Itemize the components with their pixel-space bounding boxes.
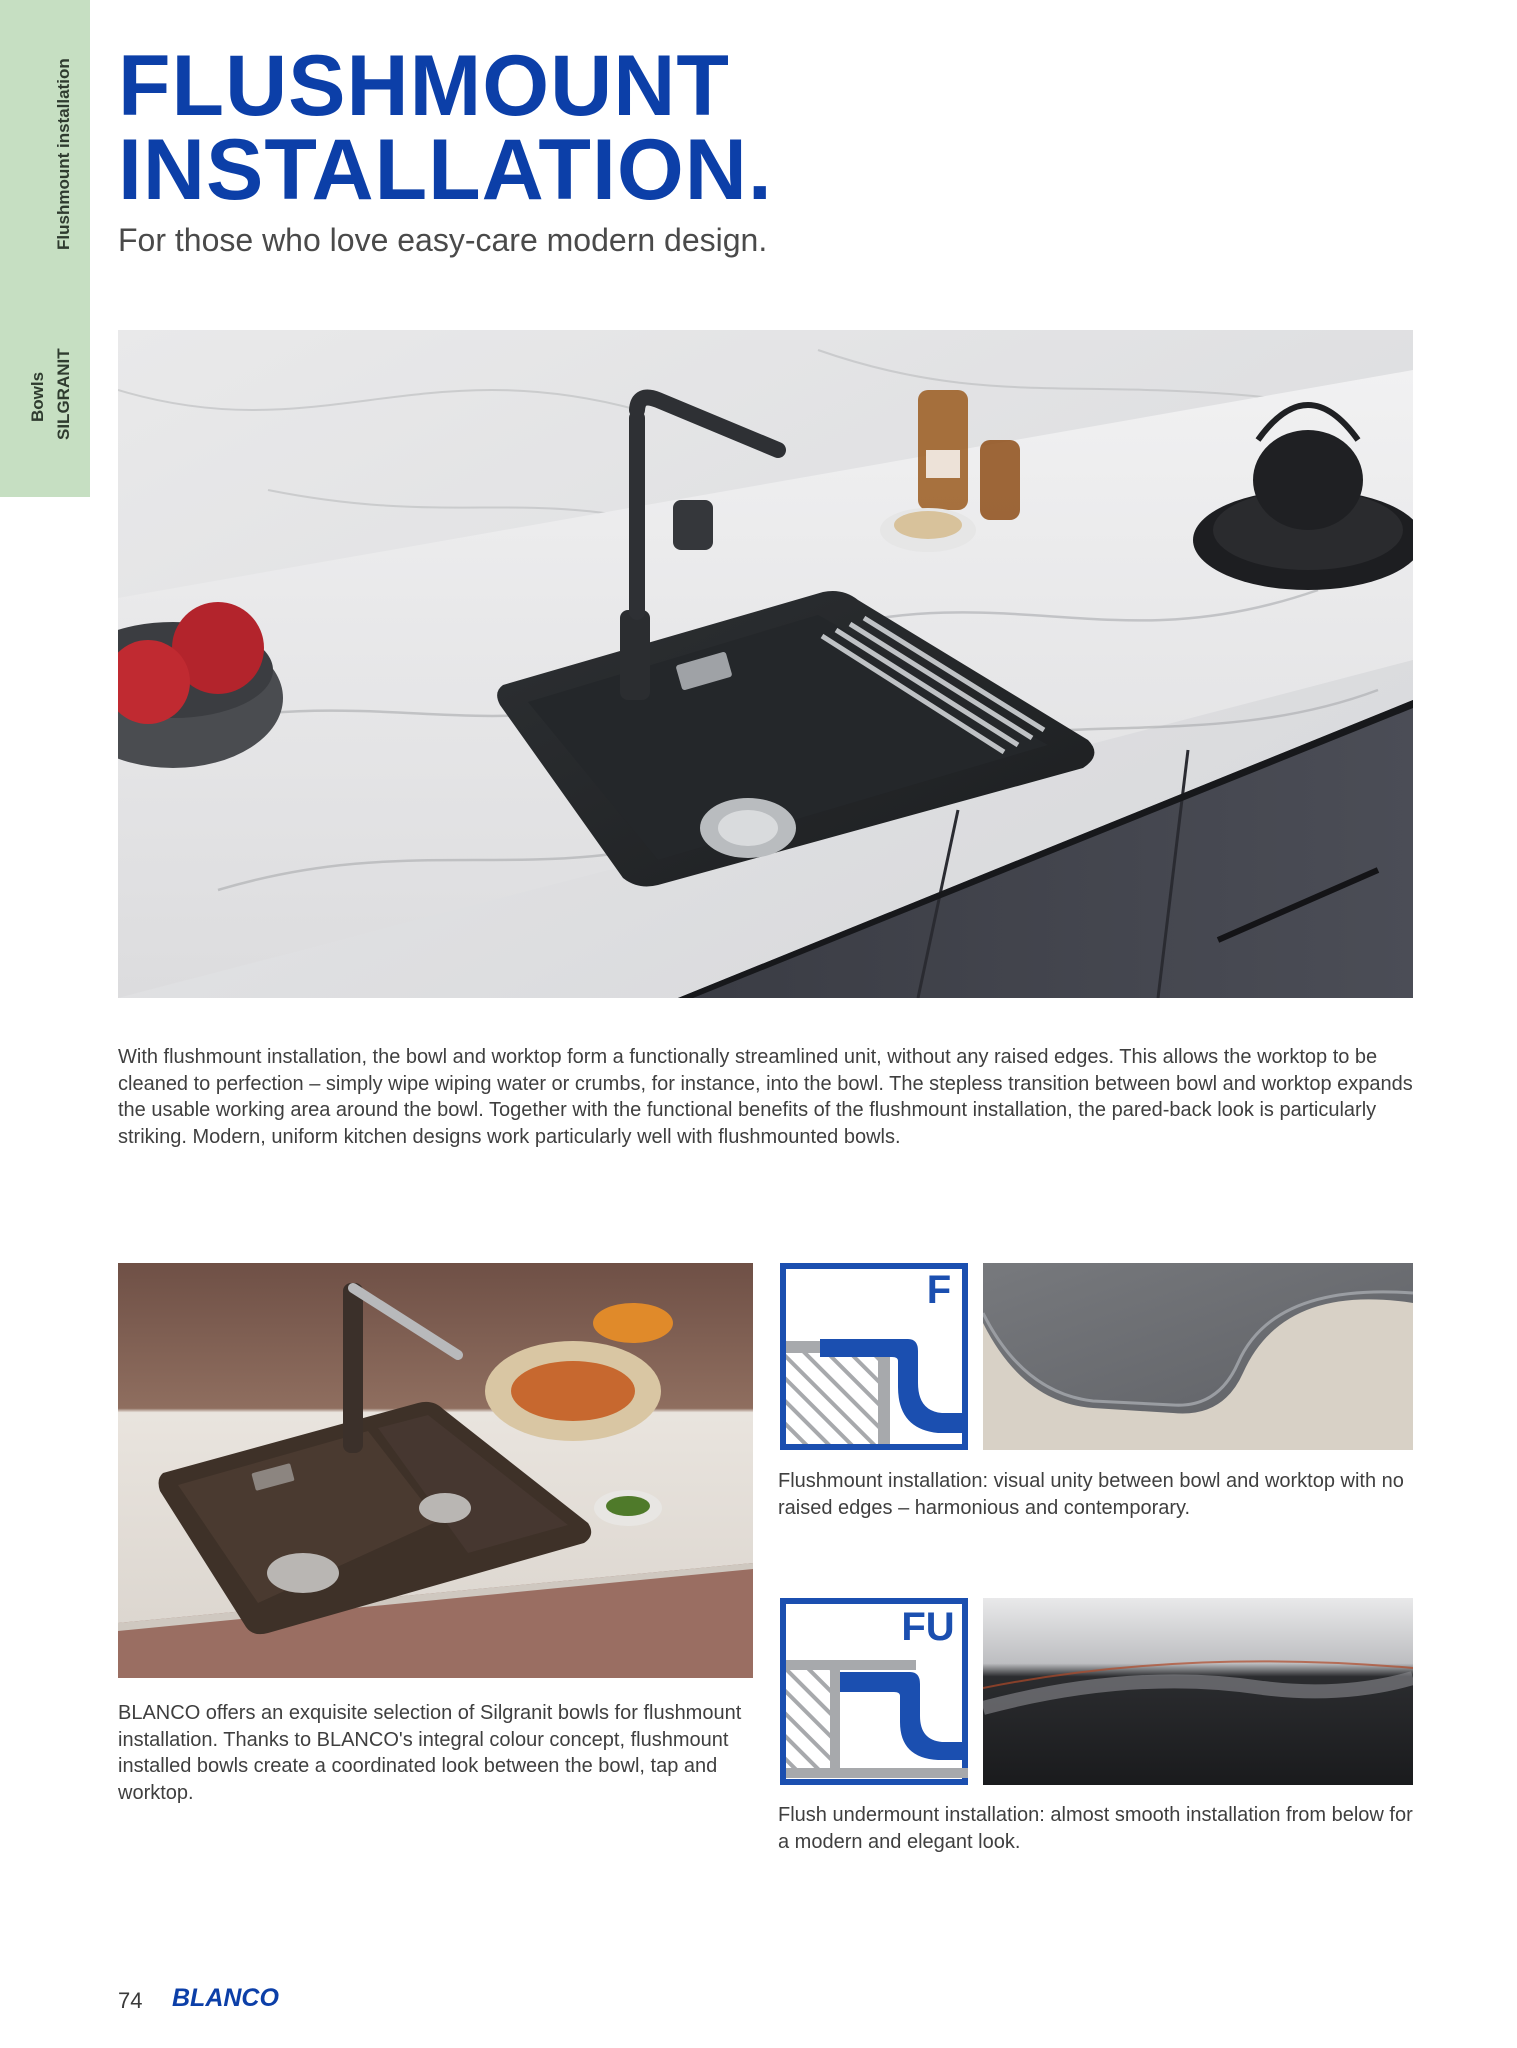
flushmount-caption: Flushmount installation: visual unity between bowl and worktop with no raised edges – harmonious and contemporary. [778, 1470, 1404, 1519]
selection-caption: BLANCO offers an exquisite selection of Silgranit bowls for flushmount installation. Thanks to BLANCO's integral colour concept, flushmount installed bowls create a coordinated look between the bowl, tap and worktop. [118, 1702, 742, 1804]
double-bowl-image [118, 1263, 753, 1678]
intro-paragraph: With flushmount installation, the bowl and worktop form a functionally streamlined unit, without any raised edges. This allows the worktop to be cleaned to perfection – simply wipe wiping water or crumbs, for instance, into the bowl. The stepless transition between bowl and worktop expands the usable working area around the bowl. Together with the functional benefits of the flushmount installation, the pared-back look is particularly striking. Modern, uniform kitchen designs work particularly well with flushmounted bowls. [118, 1046, 1413, 1148]
flush-undermount-closeup-image [983, 1598, 1413, 1785]
flushmount-closeup-image [983, 1263, 1413, 1450]
page-number: 74 [118, 1988, 143, 2013]
page-title [118, 38, 773, 218]
category-label: Bowls [28, 371, 47, 422]
side-tab [0, 0, 90, 497]
material-label: SILGRANIT [54, 348, 73, 440]
brand-logo: BLANCO [172, 1984, 279, 2012]
flushmount-label: F [926, 1268, 952, 1312]
title-line-1: FLUSHMOUNT [118, 38, 730, 134]
flush-undermount-caption: Flush undermount installation: almost smooth installation from below for a modern and elegant look. [778, 1804, 1413, 1853]
flushmount-diagram [780, 1263, 968, 1450]
section-label: Flushmount installation [54, 58, 73, 250]
hero-kitchen-image [118, 330, 1413, 998]
page-subtitle: For those who love easy-care modern design. [118, 222, 768, 258]
title-line-2: INSTALLATION. [118, 122, 773, 218]
flush-undermount-diagram [780, 1598, 968, 1785]
flush-undermount-label: FU [901, 1605, 955, 1649]
